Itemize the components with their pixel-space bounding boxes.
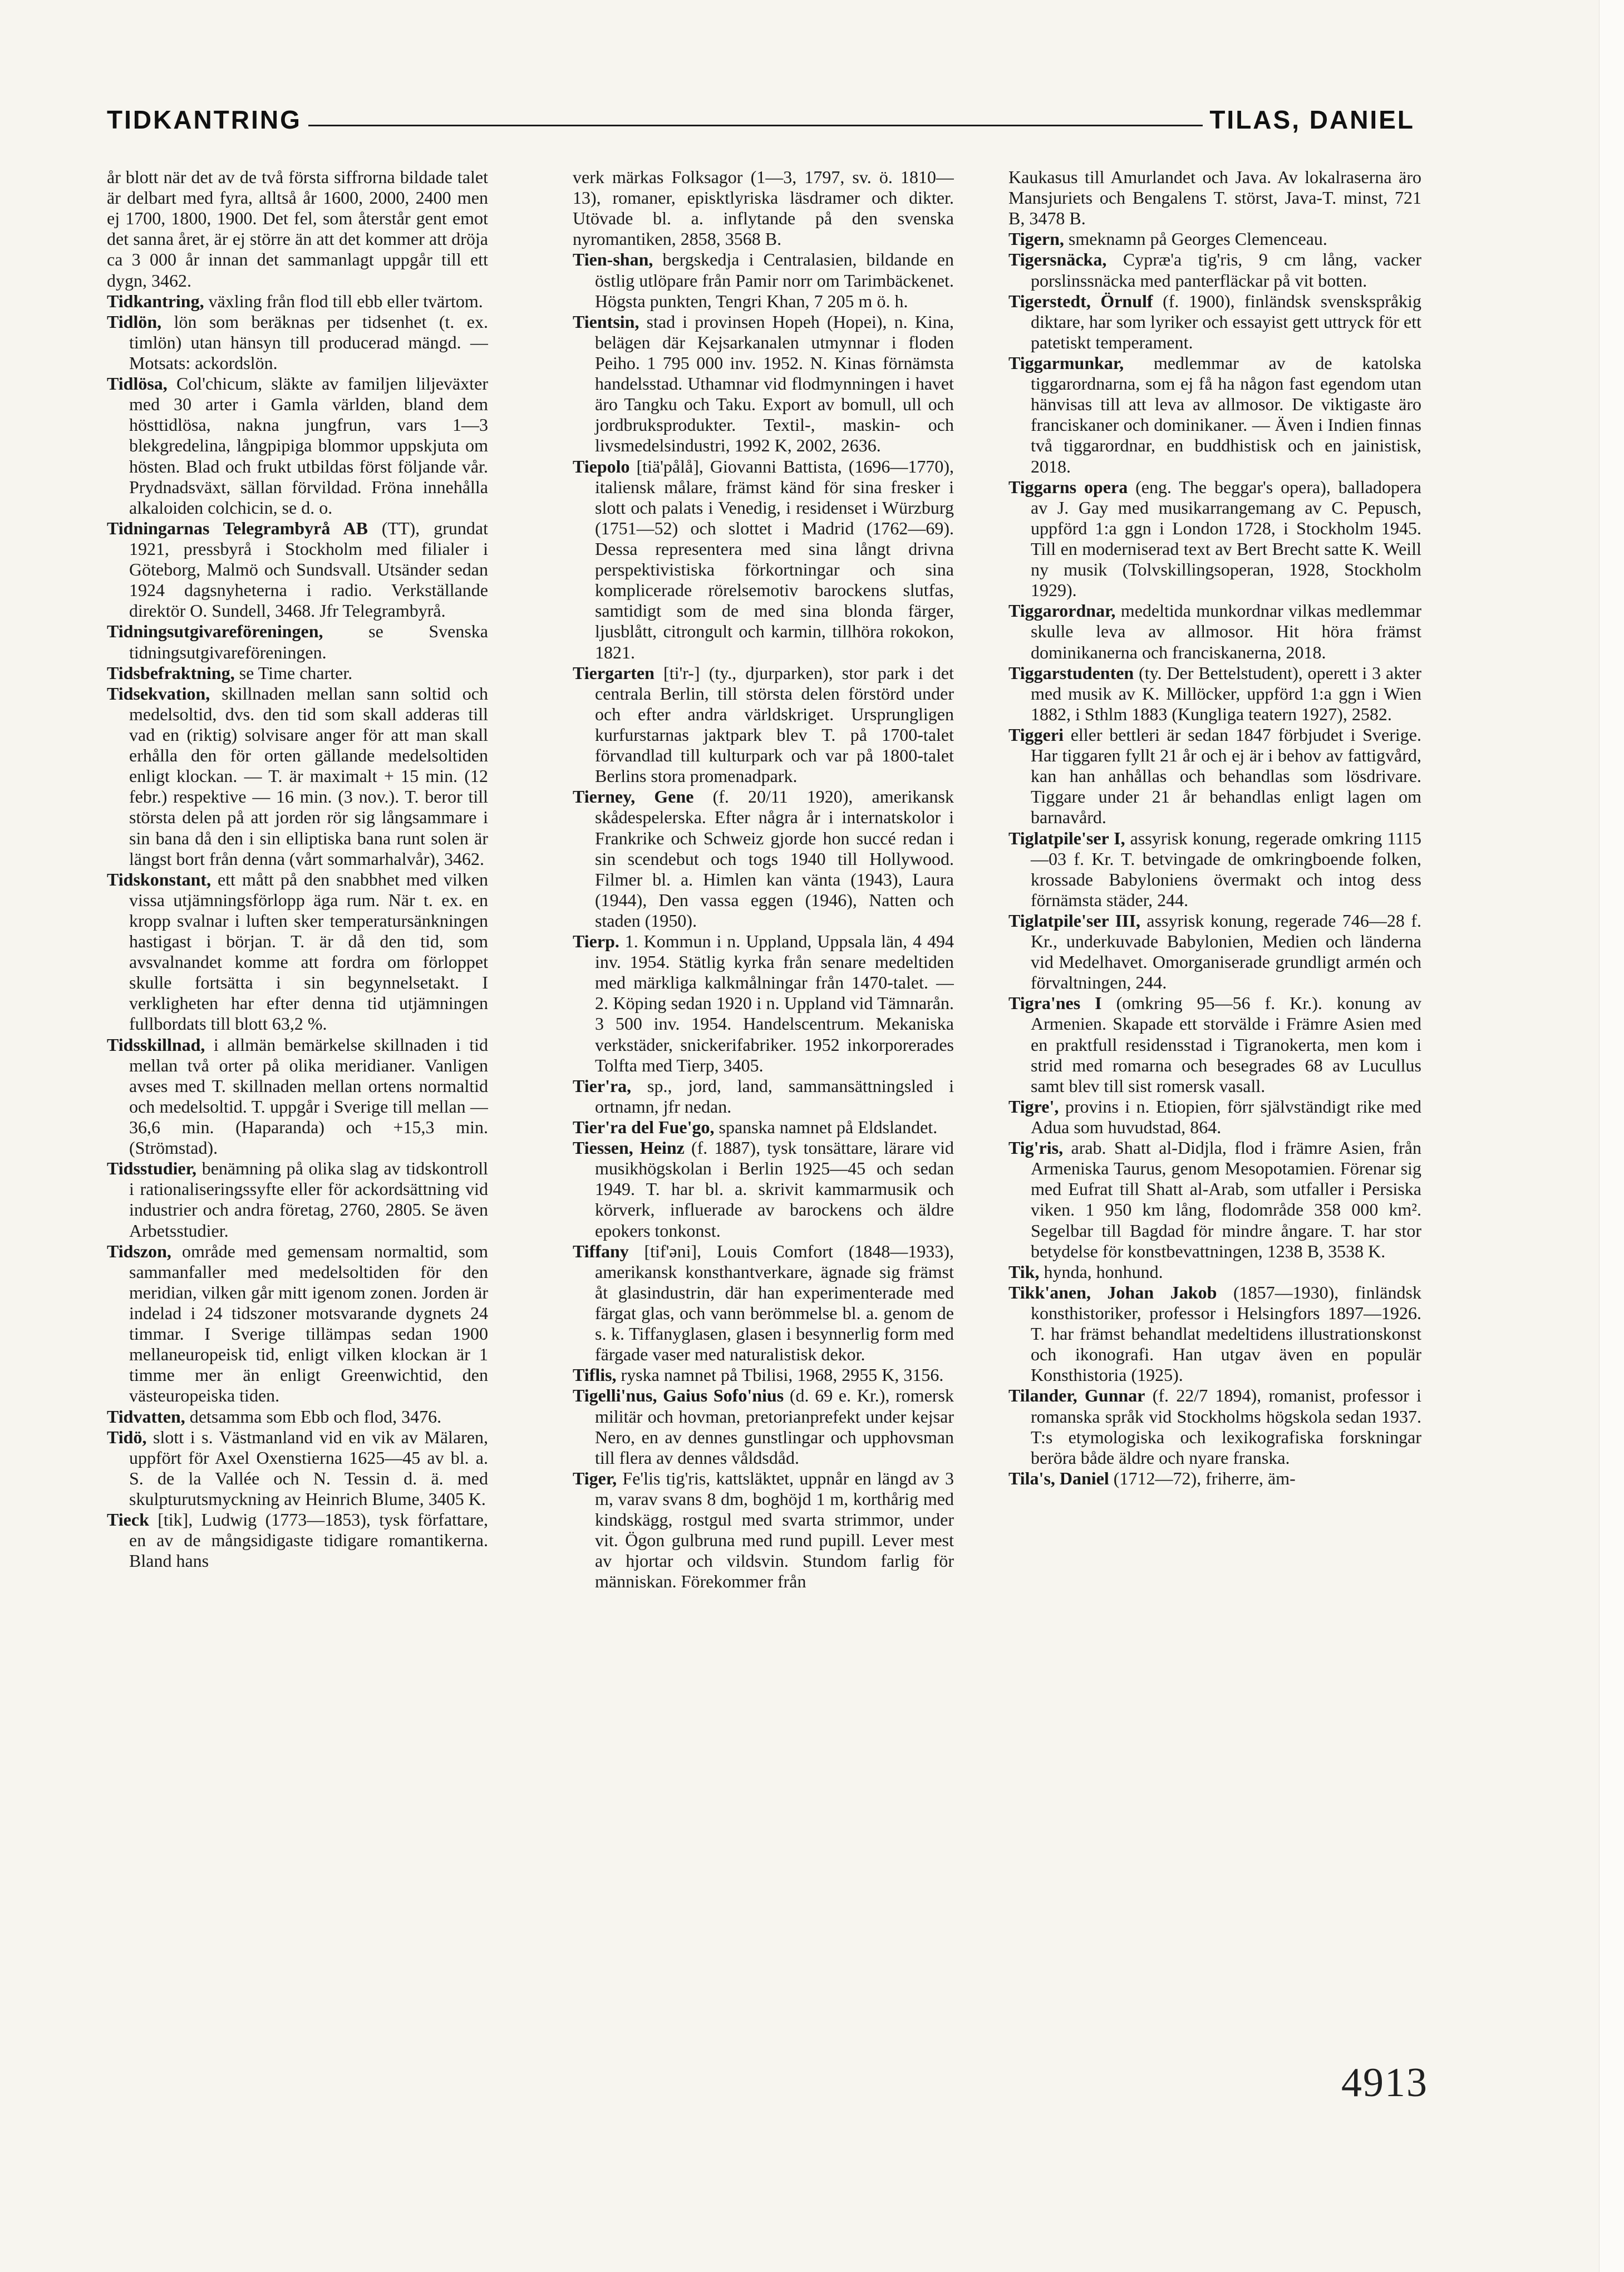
entry-headword: Tila's, Daniel: [1008, 1468, 1109, 1488]
entry-text: arab. Shatt al-Didjla, flod i främre Asien, från Armeniska Taurus, genom Mesopotamien. Förenar sig med Eufrat till Shatt al-Arab, som utfaller i Persiska viken. 1 950 km lång, flodområde 358 000 km². Segelbar till Bagdad för mindre ångare. T. har stor betydelse för konstbevattningen, 1238 B, 3538 K.: [1031, 1138, 1421, 1261]
dictionary-entry: [1008, 1282, 1421, 1386]
entry-headword: Tiggeri: [1008, 724, 1064, 745]
entry-text: (f. 1900), finländsk svenskspråkig diktare, har som lyriker och essayist gett uttryck för ett patetiskt temperament.: [1031, 291, 1421, 352]
entry-headword: Tierp.: [573, 931, 619, 952]
entry-headword: Tigersnäcka,: [1008, 249, 1107, 270]
entry-text: provins i n. Etiopien, förr självständigt rike med Adua som huvudstad, 864.: [1031, 1096, 1421, 1138]
entry-text: se Time charter.: [234, 662, 353, 683]
header-left-keyword: TIDKANTRING: [100, 105, 308, 135]
entry-text: (eng. The beggar's opera), balladopera av J. Gay med musikarrangemang av C. Pepusch, uppförd 1:a ggn i London 1728, i Stockholm 1945. Till en moderniserad text av Bert Brecht satte K. Weill ny musik (Tolvskillingsoperan, 1928, Stockholm 1929).: [1031, 476, 1421, 601]
entry-text: Col'chicum, släkte av familjen liljeväxter med 30 arter i Gamla världen, bland dem hösttidlösa, nakna jungfrun, vars 1—3 blekgredelina, långpipiga blommor uppskjuta om hösten. Blad och frukt utbildas först följande vår. Prydnadsväxt, sällan förvildad. Fröna innehålla alkaloiden colchicin, se d. o.: [129, 373, 488, 518]
entry-text: ett mått på den snabbhet med vilken vissa utjämningsförlopp äga rum. När t. ex. en kropp svalnar i luften sker temperatursänkningen hastigast i början. T. är då den tid, som avsvalnandet komme att fordra om förloppet skulle fortsätta i sin begynnelsetakt. I verkligheten har efter denna tid utjämningen fullbordats till blott 63,2 %.: [129, 869, 488, 1034]
dictionary-entry: [573, 1117, 954, 1138]
entry-headword: Tidkantring,: [107, 291, 204, 311]
entry-headword: Tidsstudier,: [107, 1158, 196, 1179]
entry-headword: Tilander, Gunnar: [1008, 1385, 1145, 1406]
dictionary-entry: [573, 312, 954, 456]
entry-headword: Tiggarstudenten: [1008, 662, 1134, 683]
entry-headword: Tiepolo: [573, 456, 630, 476]
dictionary-entry: [1008, 1468, 1421, 1489]
dictionary-entry: [1008, 229, 1421, 249]
dictionary-entry: [107, 683, 488, 869]
entry-text: Cypræ'a tig'ris, 9 cm lång, vacker porslinssnäcka med panterfläckar på vit botten.: [1031, 249, 1421, 291]
dictionary-entry: [107, 312, 488, 373]
dictionary-entry: [1008, 725, 1421, 828]
dictionary-entry: [573, 1385, 954, 1468]
entry-headword: Tier'ra,: [573, 1075, 632, 1096]
dictionary-entry: [1008, 993, 1421, 1096]
entry-text: benämning på olika slag av tidskontroll i rationaliseringssyfte eller för ackordsättning vid industrier och andra företag, 2760, 2805. Se även Arbetsstudier.: [129, 1158, 488, 1241]
entry-text: verk märkas Folksagor (1—3, 1797, sv. ö. 1810—13), romaner, episktlyriska läsdramer och dikter. Utövade bl. a. inflytande på den svenska nyromantiken, 2858, 3568 B.: [573, 167, 954, 249]
entry-headword: Tidvatten,: [107, 1406, 185, 1427]
entry-headword: Tidsskillnad,: [107, 1034, 205, 1055]
dictionary-entry: [1008, 911, 1421, 993]
entry-headword: Tigra'nes I: [1008, 993, 1102, 1014]
entry-text: 1. Kommun i n. Uppland, Uppsala län, 4 494 inv. 1954. Stätlig kyrka från senare medeltiden med märkliga kalkmålningar från 1470-talet. — 2. Köping sedan 1920 i n. Uppland vid Tämnarån. 3 500 inv. 1954. Handelscentrum. Mekaniska verkstäder, snickerifabriker. 1952 inkorporerades Tolfta med Tierp, 3405.: [595, 931, 954, 1075]
entry-text: (f. 1887), tysk tonsättare, lärare vid musikhögskolan i Berlin 1925—45 och sedan 1949. T. har bl. a. skrivit kammarmusik och körverk, influerade av barockens och äldre epokers tonkonst.: [595, 1138, 954, 1241]
entry-text: medeltida munkordnar vilkas medlemmar skulle leva av allmosor. Hit höra främst dominikanerna och franciskanerna, 2018.: [1031, 601, 1421, 662]
entry-text: bergskedja i Centralasien, bildande en östlig utlöpare från Pamir norr om Tarimbäckenet. Högsta punkten, Tengri Khan, 7 205 m ö. h.: [595, 249, 954, 311]
dictionary-entry: [1008, 1138, 1421, 1262]
dictionary-entry: [1008, 828, 1421, 911]
dictionary-entry: [1008, 1262, 1421, 1282]
dictionary-entry: [573, 1138, 954, 1241]
entry-text: (1857—1930), finländsk konsthistoriker, professor i Helsingfors 1897—1926. T. har främst behandlat medeltidens illustrationskonst och ikonografi. Han utgav även en populär Konsthistoria (1925).: [1031, 1282, 1421, 1385]
entry-text: ryska namnet på Tbilisi, 1968, 2955 K, 3156.: [616, 1365, 944, 1385]
dictionary-entry: [107, 1407, 488, 1427]
entry-headword: Tidlösa,: [107, 373, 168, 394]
entry-headword: Tiggarmunkar,: [1008, 352, 1124, 373]
entry-text: [tiä'pålå], Giovanni Battista, (1696—1770), italiensk målare, främst känd för sina fresker i slott och palats i Venedig, i residenset i Würzburg (1751—52) och slottet i Madrid (1762—69). Dessa representera med sina långt drivna perspektivistiska förkortningar och sina komplicerade rörelsemotiv barockens slutfas, samtidigt som de med sina blonda färger, ljusblått, citrongult och karmin, tillhöra rokokon, 1821.: [595, 456, 954, 662]
entry-headword: Tikk'anen, Johan Jakob: [1008, 1282, 1217, 1302]
dictionary-entry: [107, 1427, 488, 1509]
dictionary-entry: [1008, 353, 1421, 477]
entry-text: (f. 20/11 1920), amerikansk skådespelerska. Efter några år i internatskolor i Frankrike och Schweiz gjorde hon succé redan i sin scendebut och togs 1940 till Hollywood. Filmer bl. a. Himlen kan vänta (1943), Laura (1944), Den vassa eggen (1946), Natten och staden (1950).: [595, 786, 954, 931]
entry-headword: Tidsbefraktning,: [107, 662, 235, 683]
entry-headword: Tier'ra del Fue'go,: [573, 1117, 715, 1138]
dictionary-entry: [107, 518, 488, 622]
entry-text: [ti'r-] (ty., djurparken), stor park i det centrala Berlin, till största delen förstörd under och efter andra världskriget. Ursprungligen kurfurstarnas jaktpark blev T. på 1700-talet förvandlad till kulturpark och var på 1800-talet Berlins stora promenadpark.: [595, 662, 954, 786]
dictionary-entry: [1008, 291, 1421, 353]
entry-text: (TT), grundat 1921, pressbyrå i Stockholm med filialer i Göteborg, Malmö och Sundsvall. Utsänder sedan 1924 dagsnyheterna i radio. Verkställande direktör O. Sundell, 3468. Jfr Telegrambyrå.: [129, 518, 488, 621]
entry-text: assyrisk konung, regerade omkring 1115—03 f. Kr. T. betvingade de omkringboende folken, krossade Babyloniens övermakt och intog dess förnämsta städer, 244.: [1031, 828, 1421, 910]
dictionary-entry: [107, 373, 488, 518]
entry-headword: Tidsekvation,: [107, 683, 210, 704]
entry-text: (1712—72), friherre, äm-: [1109, 1468, 1296, 1488]
entry-text: Fe'lis tig'ris, kattsläktet, uppnår en längd av 3 m, varav svans 8 dm, boghöjd 1 m, korthårig med kindskägg, rostgul med svarta strimmor, under vit. Ögon gulbruna med rund pupill. Lever mest av hjortar och vildsvin. Stundom farlig för människan. Förekommer från: [595, 1468, 954, 1592]
entry-text: detsamma som Ebb och flod, 3476.: [185, 1406, 442, 1427]
dictionary-entry: [573, 456, 954, 663]
entry-text: eller bettleri är sedan 1847 förbjudet i Sverige. Har tiggaren fyllt 21 år och ej är i behov av fattigvård, kan han anhållas och behandlas som lösdrivare. Tiggare under 21 år behandlas enligt lagen om barnavård.: [1031, 724, 1421, 828]
running-header: [107, 105, 1415, 144]
entry-headword: Tigern,: [1008, 229, 1064, 249]
entry-headword: Tig'ris,: [1008, 1138, 1064, 1158]
dictionary-entry: [573, 1241, 954, 1365]
entry-headword: Tiglatpile'ser III,: [1008, 910, 1140, 931]
dictionary-entry: [573, 663, 954, 787]
entry-text: slott i s. Västmanland vid en vik av Mälaren, uppfört för Axel Oxenstierna 1625—45 av bl. a. S. de la Vallée och N. Tessin d. ä. med skulpturutsmyckning av Heinrich Blume, 3405 K.: [129, 1427, 488, 1509]
dictionary-entry: [1008, 663, 1421, 725]
entry-headword: Tidningarnas Telegrambyrå AB: [107, 518, 368, 538]
entry-headword: Tik,: [1008, 1261, 1040, 1282]
entry-text: (ty. Der Bettelstudent), operett i 3 akter med musik av K. Millöcker, uppförd 1:a ggn i Wien 1882, i Sthlm 1883 (Kungliga teatern 1927), 2582.: [1031, 662, 1421, 724]
dictionary-entry: [107, 1035, 488, 1159]
entry-text: assyrisk konung, regerade 746—28 f. Kr., underkuvade Babylonien, Medien och länderna vid Medelhavet. Omorganiserade grundligt armén och förvaltningen, 244.: [1031, 910, 1421, 993]
entry-text: växling från flod till ebb eller tvärtom.: [204, 291, 483, 311]
entry-text: [tik], Ludwig (1773—1853), tysk författare, en av de mångsidigaste tidigare romantikerna. Bland hans: [129, 1509, 488, 1571]
dictionary-entry: [1008, 1096, 1421, 1138]
entry-headword: Tientsin,: [573, 311, 639, 332]
entry-headword: Tidlön,: [107, 311, 162, 332]
entry-text: år blott när det av de två första siffrorna bildade talet är delbart med fyra, alltså år 1600, 2000, 2400 men ej 1700, 1800, 1900. Det fel, som återstår gent emot det sanna året, är ej större än att det kommer att dröja ca 3 000 år innan det sammanlagt uppgår till ett dygn, 3462.: [107, 167, 488, 291]
page-edge: [1599, 0, 1624, 2272]
entry-continuation: [107, 167, 488, 291]
entry-continuation: [1008, 167, 1421, 229]
entry-text: Kaukasus till Amurlandet och Java. Av lokalraserna äro Mansjuriets och Bengalens T. störst, Java-T. minst, 721 B, 3478 B.: [1008, 167, 1421, 229]
dictionary-entry: [107, 1509, 488, 1571]
entry-headword: Tieck: [107, 1509, 149, 1530]
dictionary-entry: [107, 621, 488, 662]
dictionary-entry: [107, 1158, 488, 1241]
column-1: [107, 167, 488, 2071]
dictionary-entry: [1008, 249, 1421, 291]
entry-headword: Tiggarns opera: [1008, 476, 1128, 497]
column-2: [573, 167, 954, 2071]
entry-headword: Tidö,: [107, 1427, 147, 1447]
entry-headword: Tidszon,: [107, 1241, 171, 1261]
dictionary-entry: [573, 1076, 954, 1117]
entry-text: (f. 22/7 1894), romanist, professor i romanska språk vid Stockholms högskola sedan 1937. T:s etymologiska och lexikografiska forskningar beröra både äldre och nyare franska.: [1031, 1385, 1421, 1468]
dictionary-entry: [107, 1241, 488, 1407]
entry-headword: Tiflis,: [573, 1365, 617, 1385]
dictionary-entry: [573, 931, 954, 1076]
entry-headword: Tiffany: [573, 1241, 629, 1261]
entry-headword: Tiger,: [573, 1468, 617, 1488]
entry-text: spanska namnet på Eldslandet.: [714, 1117, 938, 1138]
entry-text: skillnaden mellan sann soltid och medelsoltid, dvs. den tid som skall adderas till vad en (riktig) solvisare anger för att man skall erhålla den för orten gällande medelsoltiden enligt klockan. — T. är maximalt + 15 min. (12 febr.) respektive — 16 min. (3 nov.). T. beror till största delen på att jorden rör sig långsammare i sin bana då den i sin elliptiska bana runt solen är längst bort från denna (vårt sommarhalvår), 3462.: [129, 683, 488, 869]
entry-headword: Tiggarordnar,: [1008, 601, 1116, 621]
page-number: 4913: [1341, 2060, 1428, 2106]
dictionary-entry: [107, 291, 488, 312]
entry-headword: Tiglatpile'ser I,: [1008, 828, 1125, 848]
entry-text: smeknamn på Georges Clemenceau.: [1064, 229, 1327, 249]
entry-text: (omkring 95—56 f. Kr.). konung av Armenien. Skapade ett storvälde i Främre Asien med en praktfull residensstad i Tigranokerta, men kom i strid med romarna och besegrades 68 av Lucullus samt blev till sist romersk vasall.: [1031, 993, 1421, 1096]
entry-text: [tif'əni], Louis Comfort (1848—1933), amerikansk konsthantverkare, ägnade sig främst åt glasindustrin, där han experimenterade med färgat glas, och vann berömmelse bl. a. genom de s. k. Tiffanyglasen, glasen i besynnerlig form med färgade vaser med naturalistisk dekor.: [595, 1241, 954, 1365]
entry-text: lön som beräknas per tidsenhet (t. ex. timlön) utan hänsyn till producerad mängd. — Motsats: ackordslön.: [129, 311, 488, 373]
dictionary-entry: [1008, 477, 1421, 601]
entry-headword: Tiessen, Heinz: [573, 1138, 685, 1158]
dictionary-entry: [573, 1365, 954, 1385]
entry-headword: Tiergarten: [573, 662, 654, 683]
header-right-keyword: TILAS, DANIEL: [1203, 105, 1421, 135]
entry-text: se Svenska tidningsutgivareföreningen.: [129, 621, 488, 662]
entry-text: stad i provinsen Hopeh (Hopei), n. Kina, belägen där Kejsarkanalen utmynnar i floden Peiho. 1 795 000 inv. 1952. N. Kinas förnämsta handelsstad. Uthamnar vid flodmynningen i havet äro Tangku och Taku. Export av bomull, ull och jordbruksprodukter. Textil-, maskin- och livsmedelsindustri, 1992 K, 2002, 2636.: [595, 311, 954, 456]
entry-text: sp., jord, land, sammansättningsled i ortnamn, jfr nedan.: [595, 1075, 954, 1117]
entry-text: (d. 69 e. Kr.), romersk militär och hovman, pretorianprefekt under kejsar Nero, en av dennes gunstlingar och upphovsman till flera av dennes våldsdåd.: [595, 1385, 954, 1468]
dictionary-entry: [107, 869, 488, 1035]
dictionary-entry: [573, 249, 954, 311]
entry-headword: Tigerstedt, Örnulf: [1008, 291, 1153, 311]
entry-continuation: [573, 167, 954, 249]
entry-headword: Tigre',: [1008, 1096, 1059, 1117]
entry-headword: Tidningsutgivareföreningen,: [107, 621, 323, 642]
entry-headword: Tigelli'nus, Gaius Sofo'nius: [573, 1385, 784, 1406]
dictionary-entry: [107, 663, 488, 683]
entry-text: hynda, honhund.: [1039, 1261, 1163, 1282]
entry-headword: Tien-shan,: [573, 249, 653, 270]
entry-headword: Tierney, Gene: [573, 786, 694, 807]
column-3: [1008, 167, 1421, 2071]
entry-text: medlemmar av de katolska tiggarordnarna, som ej få ha någon fast egendom utan hänvisas till att leva av allmosor. De viktigaste äro franciskaner och dominikaner. — Även i Indien finnas två tiggarordnar, en buddhistisk och en jainistisk, 2018.: [1031, 352, 1421, 476]
entry-headword: Tidskonstant,: [107, 869, 211, 889]
entry-text: i allmän bemärkelse skillnaden i tid mellan två orter på olika meridianer. Vanligen avses med T. skillnaden mellan ortens normaltid och medelsoltid. T. uppgår i Sverige till mellan —36,6 min. (Haparanda) och +15,3 min. (Strömstad).: [129, 1034, 488, 1158]
dictionary-entry: [1008, 1385, 1421, 1468]
dictionary-entry: [573, 1468, 954, 1592]
dictionary-entry: [573, 786, 954, 931]
dictionary-entry: [1008, 601, 1421, 662]
entry-text: område med gemensam normaltid, som sammanfaller med medelsoltiden för den meridian, vilken går mitt igenom zonen. Jorden är indelad i 24 tidszoner motsvarande dygnets 24 timmar. I Sverige tillämpas sedan 1900 mellaneuropeisk tid, enligt vilken klockan är 1 timme mer än enligt Greenwichtid, den västeuropeiska tiden.: [129, 1241, 488, 1406]
